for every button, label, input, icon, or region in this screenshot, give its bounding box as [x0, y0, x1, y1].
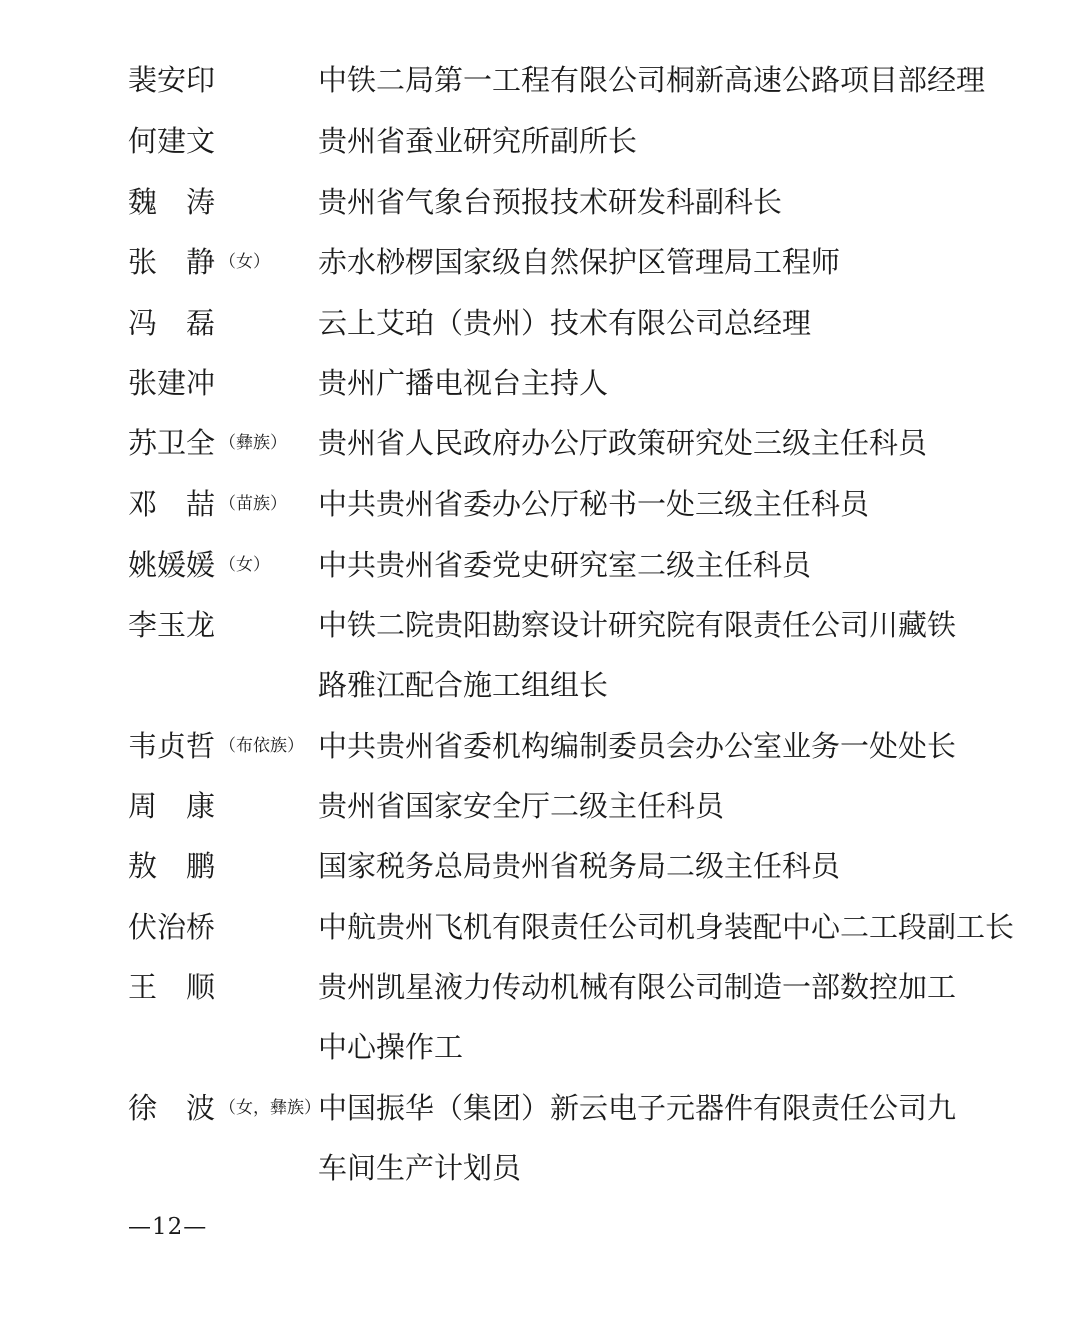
person-name: 李玉龙	[128, 608, 216, 642]
person-note: （布依族）	[219, 736, 305, 756]
person-title: 贵州省国家安全厅二级主任科员	[318, 789, 725, 823]
person-name: 姚媛媛 （女）	[128, 548, 271, 582]
page-number: —12—	[128, 1214, 208, 1240]
person-note: （女）	[219, 252, 271, 272]
person-title: 中铁二局第一工程有限公司桐新高速公路项目部经理	[318, 63, 986, 97]
person-title: 贵州省蚕业研究所副所长	[318, 124, 638, 158]
person-name: 敖 鹏	[128, 849, 216, 883]
person-note: （彝族）	[219, 433, 288, 453]
person-note: （女，彝族）	[219, 1098, 322, 1118]
person-name: 邓 喆 （苗族）	[128, 487, 288, 521]
person-title: 中国振华（集团）新云电子元器件有限责任公司九 车间生产计划员	[318, 1091, 957, 1185]
person-name: 裴安印	[128, 63, 216, 97]
person-name: 周 康	[128, 789, 216, 823]
person-title: 中共贵州省委办公厅秘书一处三级主任科员	[318, 487, 870, 521]
person-name: 魏 涛	[128, 185, 216, 219]
person-title: 云上艾珀（贵州）技术有限公司总经理	[318, 306, 812, 340]
person-title: 赤水桫椤国家级自然保护区管理局工程师	[318, 245, 841, 279]
person-name: 苏卫全 （彝族）	[128, 426, 288, 460]
person-name: 张 静 （女）	[128, 245, 271, 279]
person-name: 王 顺	[128, 970, 216, 1004]
person-title: 中共贵州省委党史研究室二级主任科员	[318, 548, 812, 582]
person-title: 贵州省气象台预报技术研发科副科长	[318, 185, 783, 219]
person-name: 伏治桥	[128, 910, 216, 944]
person-title: 贵州凯星液力传动机械有限公司制造一部数控加工 中心操作工	[318, 970, 957, 1064]
person-name: 徐 波 （女，彝族）	[128, 1091, 322, 1125]
person-name: 韦贞哲 （布依族）	[128, 729, 305, 763]
person-name: 张建冲	[128, 366, 216, 400]
person-title: 中共贵州省委机构编制委员会办公室业务一处处长	[318, 729, 957, 763]
person-title: 贵州省人民政府办公厅政策研究处三级主任科员	[318, 426, 928, 460]
person-note: （苗族）	[219, 494, 288, 514]
person-name: 冯 磊	[128, 306, 216, 340]
person-name: 何建文	[128, 124, 216, 158]
person-title: 贵州广播电视台主持人	[318, 366, 609, 400]
person-title: 国家税务总局贵州省税务局二级主任科员	[318, 849, 841, 883]
person-note: （女）	[219, 555, 271, 575]
person-title: 中铁二院贵阳勘察设计研究院有限责任公司川藏铁 路雅江配合施工组组长	[318, 608, 957, 702]
person-title: 中航贵州飞机有限责任公司机身装配中心二工段副工长	[318, 910, 1015, 944]
